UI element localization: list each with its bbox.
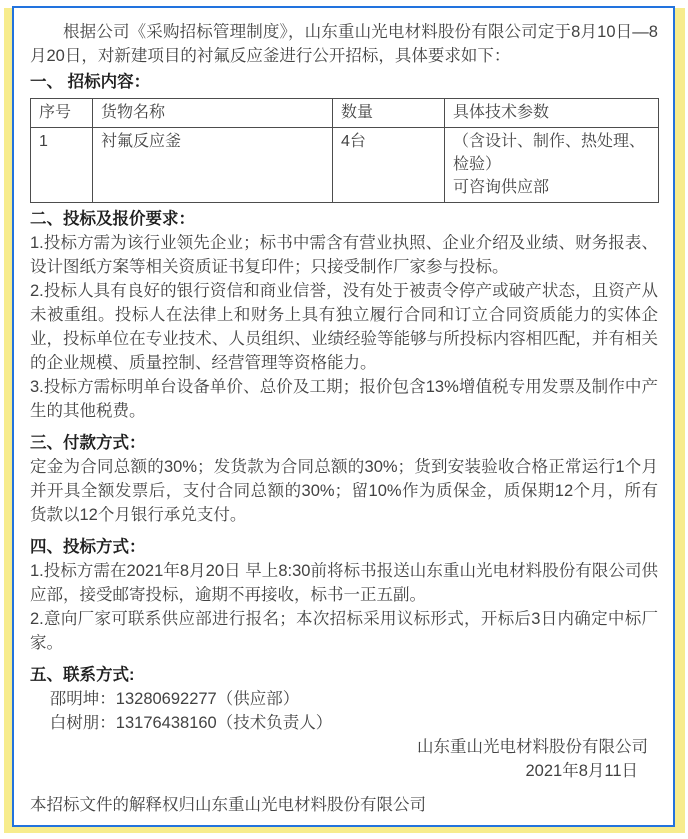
table-header-row (31, 99, 659, 128)
signature-company: 山东重山光电材料股份有限公司 (417, 738, 648, 756)
section-2-item-1: 1.投标方需为该行业领先企业；标书中需含有营业执照、企业介绍及业绩、财务报表、设计图纸方案等相关资质证书复印件；只接受制作厂家参与投标。 (30, 234, 658, 276)
table-row (31, 128, 659, 203)
header-goods-name: 货物名称 (93, 99, 333, 128)
header-quantity: 数量 (333, 99, 445, 128)
cell-tech-params (445, 128, 659, 203)
contact-supply-dept: 邵明坤：13280692277（供应部） (49, 690, 300, 708)
section-5-title: 五、联系方式: (30, 666, 135, 684)
intro-paragraph: 根据公司《采购招标管理制度》，山东重山光电材料股份有限公司定于8月10日—8月20日，对新建项目的衬氟反应釜进行公开招标，具体要求如下： (30, 23, 658, 65)
cell-quantity: 4台 (333, 128, 445, 203)
section-1-title: 一、 招标内容： (30, 73, 151, 91)
header-no: 序号 (31, 99, 93, 128)
section-2-item-3: 3.投标方需标明单台设备单价、总价及工期；报价包含13%增值税专用发票及制作中产生的其他税费。 (30, 378, 658, 420)
section-2-item-2: 2.投标人具有良好的银行资信和商业信誉，没有处于被责令停产或破产状态，且资产从未被重组。投标人在法律上和财务上具有独立履行合同和订立合同资质能力的实体企业，投标单位在专业技术、人员组织、业绩经验等能够与所投标内容相匹配，并有相关的企业规模、质量控制、经营管理等资格能力。 (30, 282, 658, 372)
header-tech-params: 具体技术参数 (445, 99, 659, 128)
cell-no: 1 (31, 128, 93, 203)
tech-params-line1: （含设计、制作、热处理、检验） (453, 133, 646, 173)
signature-date: 2021年8月11日 (525, 762, 638, 780)
cell-goods-name: 衬氟反应釜 (93, 128, 333, 203)
section-2-title: 二、投标及报价要求： (30, 210, 195, 228)
section-4-title: 四、投标方式： (30, 538, 146, 556)
goods-table (30, 98, 659, 203)
tech-params-line2: 可咨询供应部 (453, 179, 550, 196)
document-page (12, 6, 675, 827)
section-3-body: 定金为合同总额的30%；发货款为合同总额的30%；货到安装验收合格正常运行1个月并开具全额发票后，支付合同总额的30%；留10%作为质保金，质保期12个月，所有货款以12个月银行承兑支付。 (30, 458, 658, 524)
section-3-title: 三、付款方式： (30, 434, 146, 452)
section-4-item-1: 1.投标方需在2021年8月20日 早上8:30前将标书报送山东重山光电材料股份有限公司供应部，接受邮寄投标，逾期不再接收，标书一正五副。 (30, 562, 658, 604)
contact-tech-lead: 白树朋：13176438160（技术负责人） (49, 714, 333, 732)
footer-disclaimer: 本招标文件的解释权归山东重山光电材料股份有限公司 (30, 796, 426, 814)
section-4-item-2: 2.意向厂家可联系供应部进行报名；本次招标采用议标形式，开标后3日内确定中标厂家。 (30, 610, 658, 652)
